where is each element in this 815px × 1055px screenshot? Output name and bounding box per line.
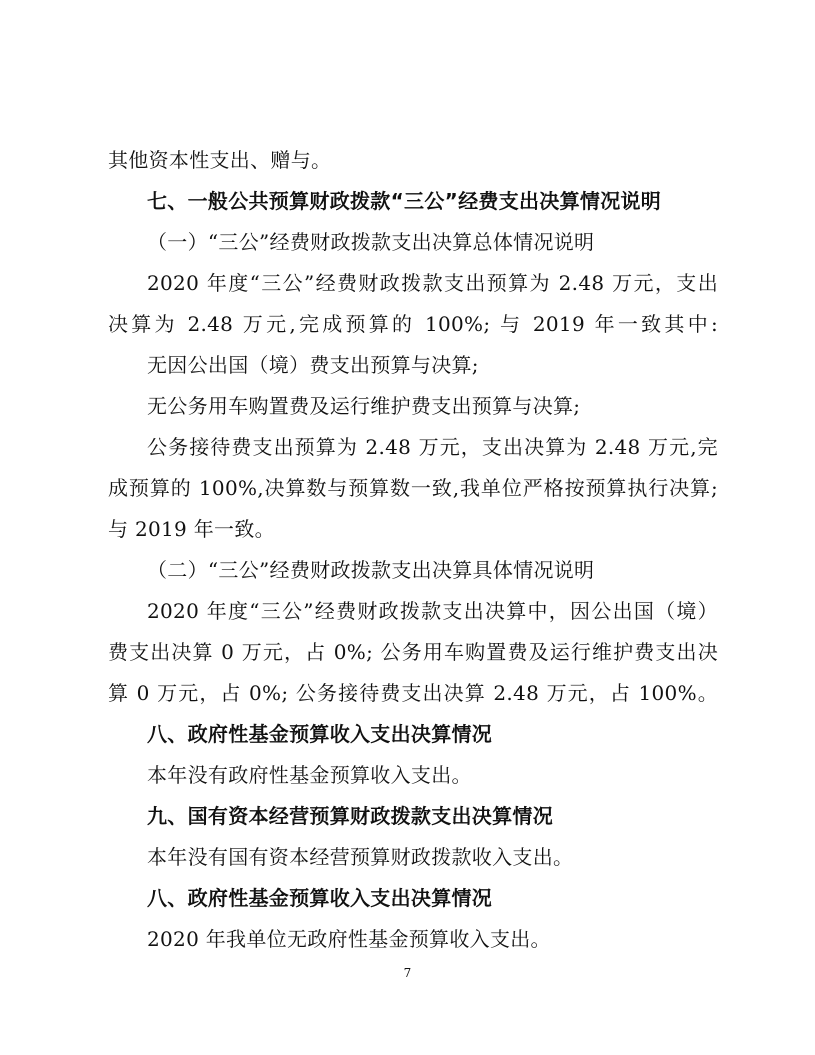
paragraph-line: 成预算的 100%,决算数与预算数一致,我单位严格按预算执行决算; [108,476,718,500]
paragraph-line: 决算为 2.48 万元,完成预算的 100%; 与 2019 年一致其中: [108,312,718,336]
paragraph-line: 费支出决算 0 万元，占 0%; 公务用车购置费及运行维护费支出决 [108,640,718,664]
page-number: 7 [403,966,412,980]
section-heading: 八、政府性基金预算收入支出决算情况 [147,722,493,746]
paragraph-line: 2020 年度“三公”经费财政拨款支出决算中，因公出国（境） [147,599,718,623]
paragraph-line: 公务接待费支出预算为 2.48 万元，支出决算为 2.48 万元,完 [147,435,718,459]
paragraph-line: 本年没有国有资本经营预算财政拨款收入支出。 [147,845,574,869]
paragraph-line: 2020 年我单位无政府性基金预算收入支出。 [147,927,551,951]
paragraph-line: 算 0 万元，占 0%; 公务接待费支出决算 2.48 万元，占 100%。 [108,681,718,705]
section-heading: 八、政府性基金预算收入支出决算情况 [147,886,493,910]
paragraph-line: 无公务用车购置费及运行维护费支出预算与决算; [147,394,581,418]
paragraph-line: 其他资本性支出、赠与。 [108,148,332,172]
section-heading: 九、国有资本经营预算财政拨款支出决算情况 [147,804,553,828]
paragraph-line: 与 2019 年一致。 [108,517,275,541]
paragraph-line: 本年没有政府性基金预算收入支出。 [147,763,472,787]
paragraph-line: 无因公出国（境）费支出预算与决算; [147,353,479,377]
paragraph-line: 2020 年度“三公”经费财政拨款支出预算为 2.48 万元，支出 [147,271,718,295]
section-heading: 七、一般公共预算财政拨款“三公”经费支出决算情况说明 [147,189,662,213]
subsection-heading: （二）“三公”经费财政拨款支出决算具体情况说明 [147,558,595,582]
subsection-heading: （一）“三公”经费财政拨款支出决算总体情况说明 [147,230,595,254]
